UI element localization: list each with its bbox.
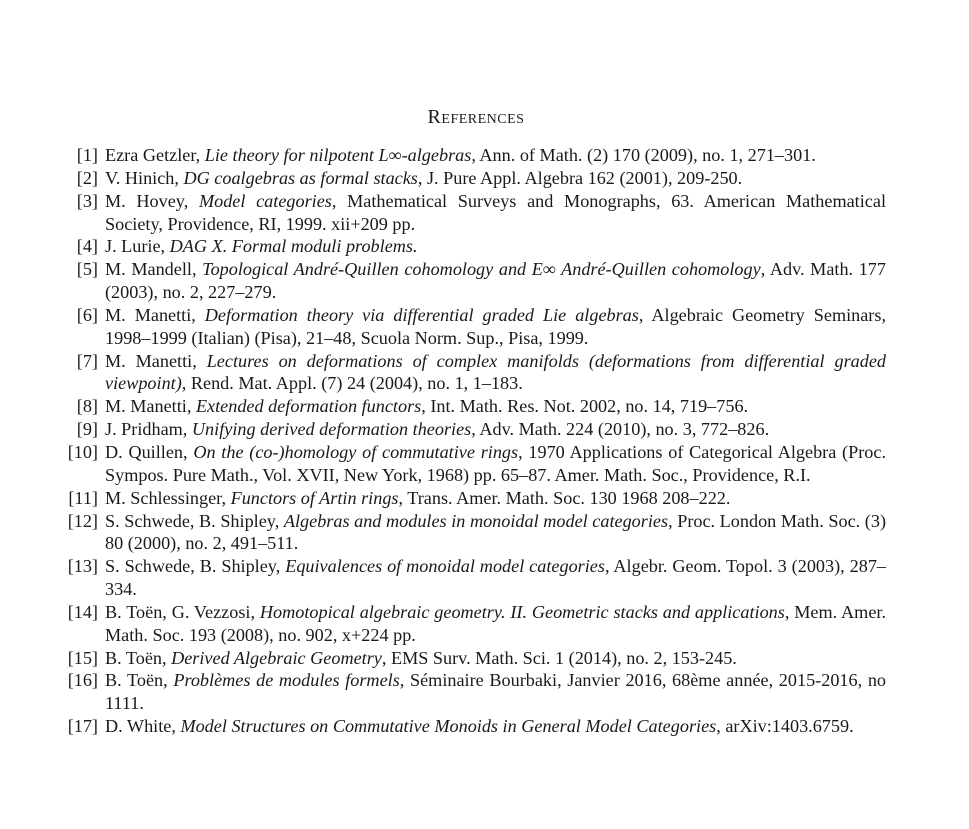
reference-title: Unifying derived deformation theories [191,419,472,440]
reference-title: Extended deformation functors [195,396,422,417]
reference-entry [60,167,886,190]
reference-entry [60,647,886,670]
reference-text [105,350,886,396]
reference-author: M. Hovey, [105,190,199,211]
reference-details: , Rend. Mat. Appl. (7) 24 (2004), no. 1, 1–183. [181,373,523,394]
reference-author: J. Lurie, [105,236,170,257]
reference-entry [60,669,886,715]
reference-author: M. Manetti, [105,350,207,371]
reference-details: , Adv. Math. 224 (2010), no. 3, 772–826. [471,419,770,440]
reference-text [105,304,886,350]
reference-details: , Int. Math. Res. Not. 2002, no. 14, 719–756. [421,396,749,417]
reference-title: Algebras and modules in monoidal model categories [283,510,669,531]
reference-author: S. Schwede, B. Shipley, [105,556,286,577]
reference-list [60,144,886,738]
reference-label: [17] [67,716,98,737]
reference-details: , J. Pure Appl. Algebra 162 (2001), 209-250. [417,167,743,188]
reference-title: Model categories [198,190,332,211]
reference-label: [6] [76,304,98,325]
reference-label: [14] [67,601,98,622]
reference-text [105,258,886,304]
reference-label: [11] [68,487,98,508]
reference-author: D. White, [105,716,181,737]
reference-title: Model Structures on Commutative Monoids in General Model Categories [180,716,717,737]
reference-author: B. Toën, G. Vezzosi, [105,601,260,622]
reference-author: B. Toën, [105,670,174,691]
reference-title: Lie theory for nilpotent L∞-algebras [204,145,472,165]
reference-text [105,669,886,715]
reference-details: , Algebr. Geom. Topol. 3 (2003), 287–334. [105,556,887,600]
reference-title: Deformation theory via differential graded Lie algebras [204,304,639,325]
reference-label: [3] [76,190,98,211]
reference-entry [60,144,886,167]
reference-entry [60,304,886,350]
reference-label: [1] [76,145,98,165]
reference-title: DAG X. Formal moduli problems. [169,236,418,257]
reference-label: [9] [76,419,98,440]
reference-details: , Séminaire Bourbaki, Janvier 2016, 68ème année, 2015-2016, no 1111. [105,670,887,714]
reference-author: M. Schlessinger, [105,487,231,508]
reference-entry [60,715,886,738]
reference-label: [10] [67,441,98,462]
reference-label: [8] [76,396,98,417]
reference-entry [60,395,886,418]
reference-title: Lectures on deformations of complex manifolds (deformations from differential graded viewpoint) [105,350,886,394]
reference-details: , Ann. of Math. (2) 170 (2009), no. 1, 271–301. [471,145,816,165]
reference-label: [7] [76,350,98,371]
reference-text [105,510,886,556]
reference-details: , Algebraic Geometry Seminars, 1998–1999 (Italian) (Pisa), 21–48, Scuola Norm. Sup., Pisa, 1999. [105,304,886,348]
reference-details: , arXiv:1403.6759. [716,716,854,737]
reference-entry [60,555,886,601]
reference-details: , Mem. Amer. Math. Soc. 193 (2008), no. 902, x+224 pp. [105,601,887,645]
reference-entry [60,487,886,510]
reference-details: , Trans. Amer. Math. Soc. 130 1968 208–222. [398,487,731,508]
reference-label: [5] [76,259,98,280]
reference-label: [16] [67,670,98,691]
reference-author: B. Toën, [105,647,172,668]
reference-label: [12] [67,510,98,531]
reference-author: M. Manetti, [105,396,196,417]
reference-details: , Adv. Math. 177 (2003), no. 2, 227–279. [105,259,886,303]
reference-author: J. Pridham, [105,419,192,440]
reference-title: Functors of Artin rings [230,487,399,508]
reference-text [105,418,886,441]
reference-entry [60,258,886,304]
reference-label: [4] [76,236,98,257]
reference-text [105,167,886,190]
reference-entry [60,235,886,258]
reference-title: Derived Algebraic Geometry [171,647,382,668]
reference-title: Homotopical algebraic geometry. II. Geometric stacks and applications [259,601,785,622]
reference-label: [15] [67,647,98,668]
reference-entry [60,190,886,236]
reference-entry [60,510,886,556]
reference-text [105,235,886,258]
reference-entry [60,601,886,647]
reference-label: [2] [76,167,98,188]
reference-text [105,395,886,418]
reference-title: Problèmes de modules formels [173,670,400,691]
reference-text [105,647,886,670]
reference-details: , EMS Surv. Math. Sci. 1 (2014), no. 2, 153-245. [381,647,737,668]
reference-text [105,487,886,510]
reference-title: On the (co-)homology of commutative rings [193,441,519,462]
reference-entry [60,350,886,396]
reference-details: , Proc. London Math. Soc. (3) 80 (2000), no. 2, 491–511. [105,510,887,554]
reference-title: Equivalences of monoidal model categories [285,556,605,577]
reference-title: DG coalgebras as formal stacks [183,167,418,188]
reference-author: V. Hinich, [105,167,184,188]
reference-author: S. Schwede, B. Shipley, [105,510,284,531]
reference-text [105,601,886,647]
reference-entry [60,418,886,441]
reference-text [105,441,886,487]
reference-text [105,144,886,167]
reference-text [105,190,886,236]
reference-details: , Mathematical Surveys and Monographs, 63. American Mathematical Society, Providence, RI, 1999. xii+209 pp. [105,190,886,234]
reference-author: M. Manetti, [105,304,205,325]
reference-author: Ezra Getzler, [105,145,205,165]
reference-author: M. Mandell, [105,259,203,280]
reference-details: , 1970 Applications of Categorical Algebra (Proc. Sympos. Pure Math., Vol. XVII, New York, 1968) pp. 65–87. Amer. Math. Soc., Providence, R.I. [105,441,886,485]
reference-text [105,555,886,601]
reference-title: Topological André-Quillen cohomology and E∞ André-Quillen cohomology [202,259,761,280]
reference-label: [13] [67,556,98,577]
reference-entry [60,441,886,487]
reference-text [105,715,886,738]
references-heading: References [427,106,525,128]
reference-author: D. Quillen, [105,441,194,462]
